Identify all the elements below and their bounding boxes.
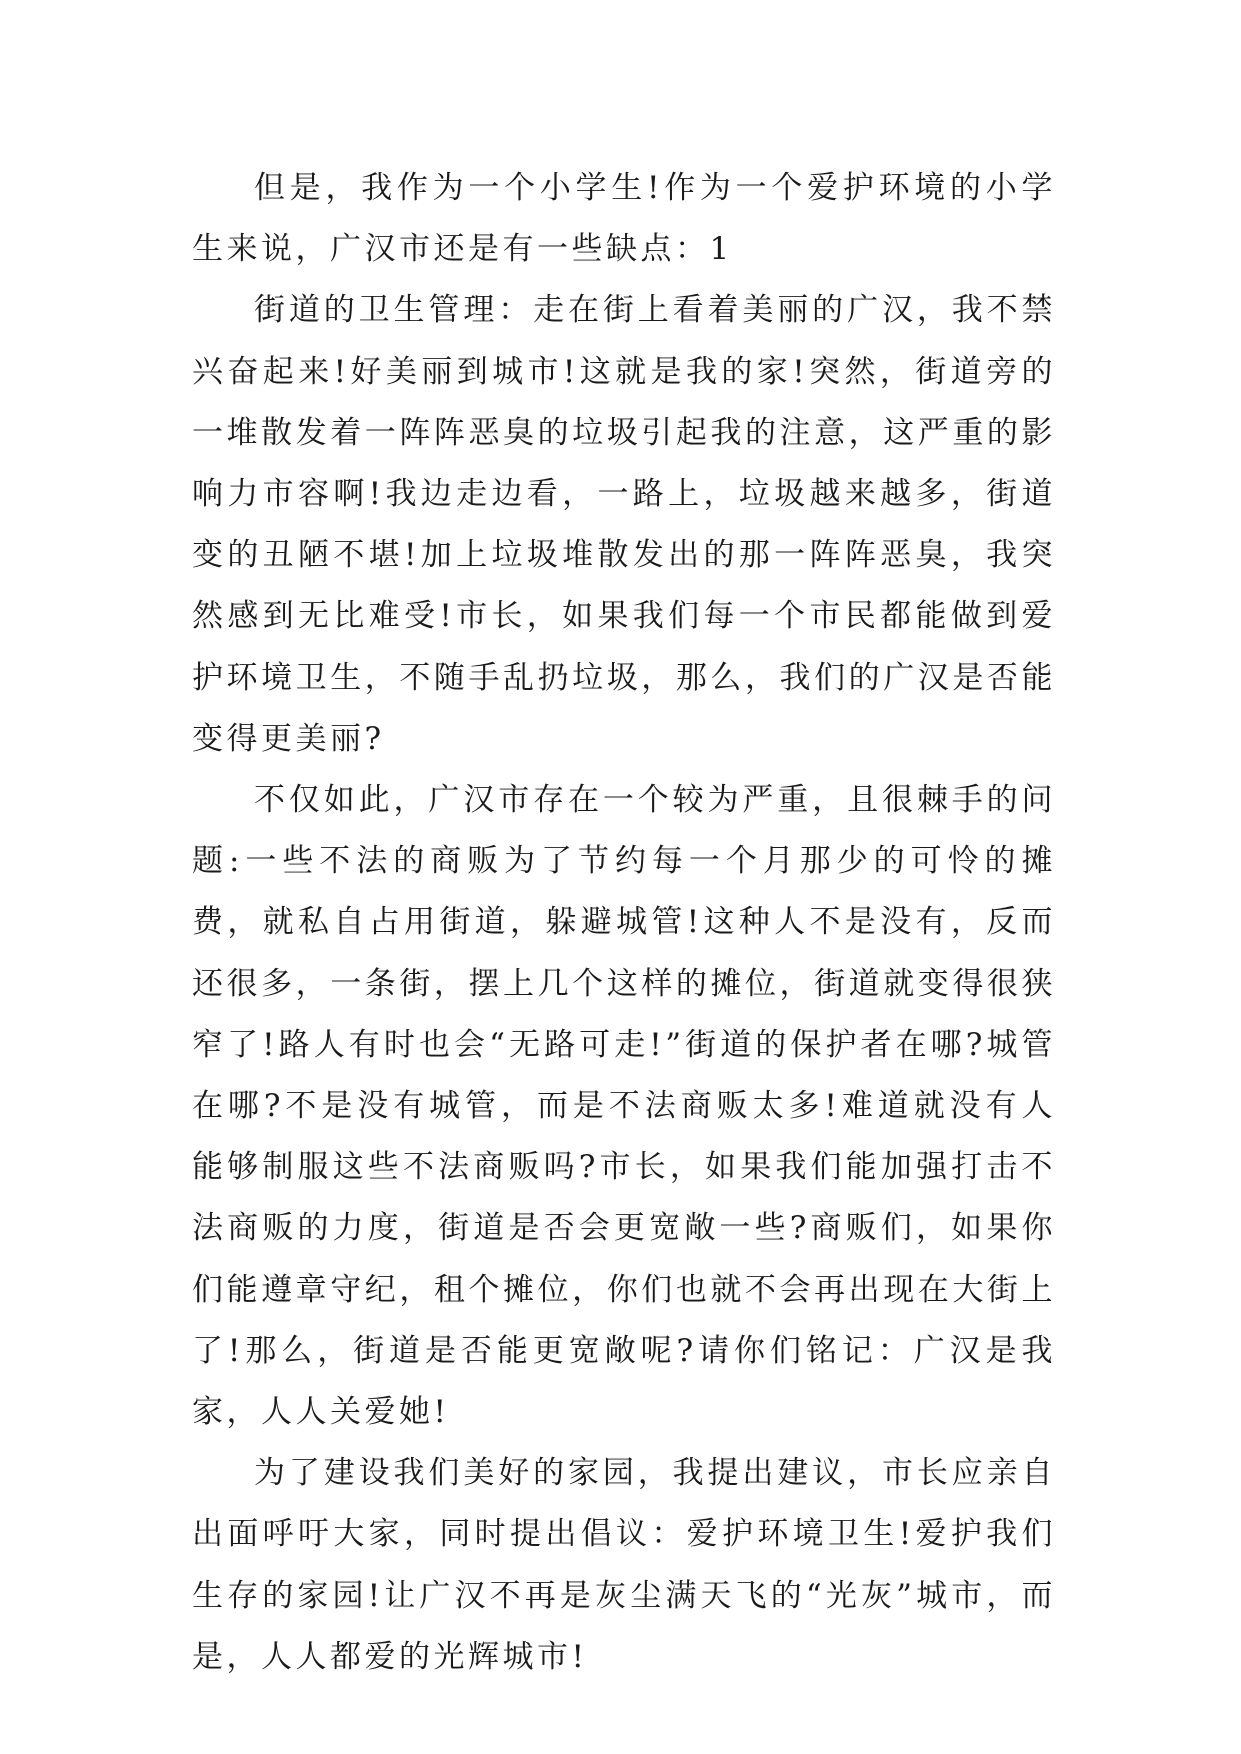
document-body [192,158,1056,1688]
paragraph-intro: 但是，我作为一个小学生!作为一个爱护环境的小学生来说，广汉市还是有一些缺点：1 [192,170,1056,268]
paragraph-illegal-vendors: 不仅如此，广汉市存在一个较为严重，且很棘手的问题:一些不法的商贩为了节约每一个月那少的可怜的摊费，就私自占用街道，躲避城管!这种人不是没有，反而还很多，一条街，摆上几个这样的摊位，街道就变得很狭窄了!路人有时也会“无路可走!”街道的保护者在哪?城管在哪?不是没有城管，而是不法商贩太多!难道就没有人能够制服这些不法商贩吗?市长，如果我们能加强打击不法商贩的力度，街道是否会更宽敞一些?商贩们，如果你们能遵章守纪，租个摊位，你们也就不会再出现在大街上了!那么，街道是否能更宽敞呢?请你们铭记：广汉是我家，人人关爱她! [192,782,1056,1431]
paragraph-proposal: 为了建设我们美好的家园，我提出建议，市长应亲自出面呼吁大家，同时提出倡议：爱护环境卫生!爱护我们生存的家园!让广汉不再是灰尘满天飞的“光灰”城市，而是，人人都爱的光辉城市! [192,1455,1056,1675]
paragraph-street-hygiene: 街道的卫生管理：走在街上看着美丽的广汉，我不禁兴奋起来!好美丽到城市!这就是我的家!突然，街道旁的一堆散发着一阵阵恶臭的垃圾引起我的注意，这严重的影响力市容啊!我边走边看，一路上，垃圾越来越多，街道变的丑陋不堪!加上垃圾堆散发出的那一阵阵恶臭，我突然感到无比难受!市长，如果我们每一个市民都能做到爱护环境卫生，不随手乱扔垃圾，那么，我们的广汉是否能变得更美丽? [192,292,1056,757]
